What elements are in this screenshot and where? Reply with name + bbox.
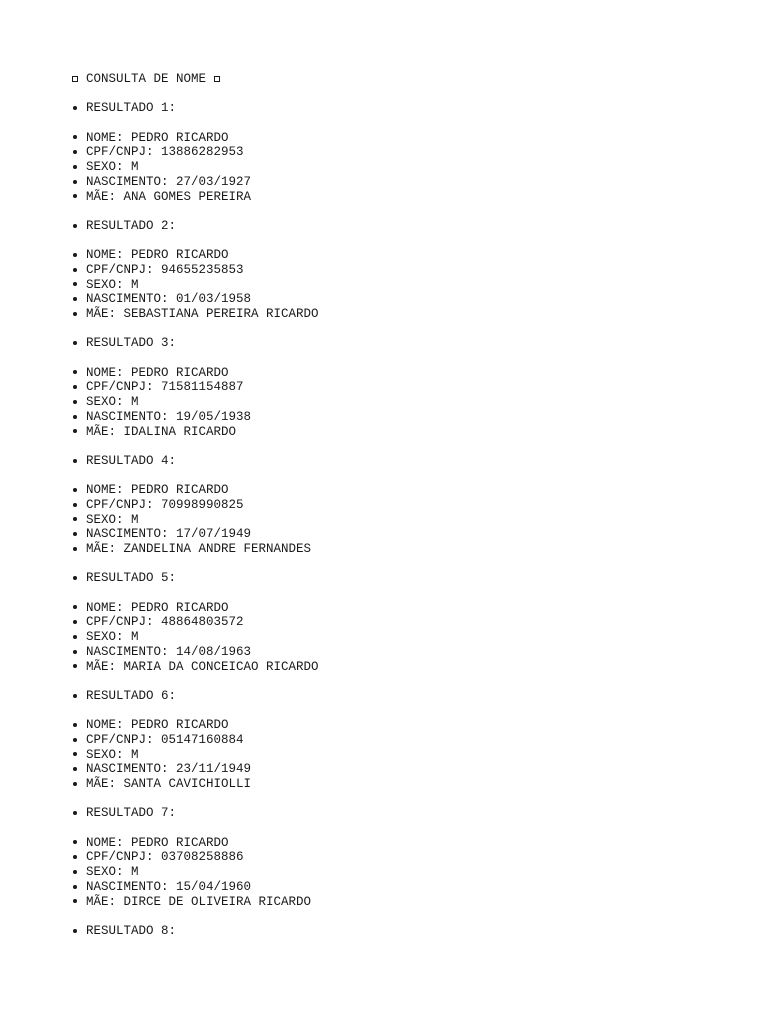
bullet-icon — [72, 777, 86, 792]
results-list — [72, 101, 712, 938]
bullet-icon — [72, 718, 86, 733]
field-text: NOME: PEDRO RICARDO — [86, 600, 229, 615]
field-text: NOME: PEDRO RICARDO — [86, 718, 229, 733]
bullet-icon — [72, 160, 86, 175]
result-field — [72, 380, 712, 395]
bullet-icon — [72, 733, 86, 748]
result-field — [72, 366, 712, 381]
result-block — [72, 806, 712, 924]
bullet-icon — [72, 601, 86, 616]
field-text: CPF/CNPJ: 48864803572 — [86, 615, 244, 630]
spacer — [72, 821, 712, 836]
spacer — [72, 469, 712, 484]
result-field — [72, 175, 712, 190]
bullet-icon — [72, 292, 86, 307]
spacer — [72, 87, 712, 102]
result-field — [72, 307, 712, 322]
spacer — [72, 674, 712, 689]
bullet-icon — [72, 278, 86, 293]
bullet-icon — [72, 645, 86, 660]
spacer — [72, 557, 712, 572]
result-label: RESULTADO 2: — [86, 218, 177, 233]
bullet-icon — [72, 425, 86, 440]
bullet-icon — [72, 630, 86, 645]
field-text: NASCIMENTO: 27/03/1927 — [86, 174, 252, 189]
field-text: NASCIMENTO: 17/07/1949 — [86, 527, 252, 542]
bullet-icon — [72, 836, 86, 851]
bullet-icon — [72, 571, 86, 586]
bullet-icon — [72, 454, 86, 469]
field-text: MÃE: ANA GOMES PEREIRA — [86, 189, 252, 204]
field-text: NASCIMENTO: 15/04/1960 — [86, 879, 252, 894]
bullet-icon — [72, 498, 86, 513]
result-field — [72, 850, 712, 865]
result-block — [72, 689, 712, 807]
field-text: SEXO: M — [86, 160, 139, 175]
bullet-icon — [72, 880, 86, 895]
result-label: RESULTADO 3: — [86, 336, 177, 351]
result-field — [72, 865, 712, 880]
bullet-icon — [72, 513, 86, 528]
field-text: CPF/CNPJ: 71581154887 — [86, 380, 244, 395]
bullet-icon — [72, 145, 86, 160]
field-text: MÃE: SANTA CAVICHIOLLI — [86, 777, 252, 791]
result-field — [72, 278, 712, 293]
result-field — [72, 660, 712, 675]
bullet-icon — [72, 131, 86, 146]
bullet-icon — [72, 263, 86, 278]
result-field — [72, 160, 712, 175]
field-text: MÃE: ZANDELINA ANDRE FERNANDES — [86, 542, 312, 556]
result-heading — [72, 454, 712, 469]
result-block — [72, 336, 712, 454]
result-heading — [72, 336, 712, 351]
result-field — [72, 836, 712, 851]
result-label: RESULTADO 8: — [86, 923, 177, 938]
bullet-icon — [72, 748, 86, 763]
field-text: SEXO: M — [86, 630, 139, 645]
spacer — [72, 322, 712, 337]
bullet-icon — [72, 380, 86, 395]
bullet-icon — [72, 483, 86, 498]
field-text: MÃE: MARIA DA CONCEICAO RICARDO — [86, 659, 319, 674]
spacer — [72, 704, 712, 719]
field-text: SEXO: M — [86, 395, 139, 410]
result-block — [72, 101, 712, 219]
field-text: NOME: PEDRO RICARDO — [86, 483, 229, 498]
bullet-icon — [72, 542, 86, 557]
result-heading — [72, 219, 712, 234]
result-block — [72, 219, 712, 337]
result-field — [72, 498, 712, 513]
result-field — [72, 395, 712, 410]
square-bullet-icon — [214, 76, 220, 82]
field-text: SEXO: M — [86, 512, 139, 527]
result-block — [72, 454, 712, 572]
bullet-icon — [72, 410, 86, 425]
bullet-icon — [72, 806, 86, 821]
bullet-icon — [72, 366, 86, 381]
bullet-icon — [72, 850, 86, 865]
result-field — [72, 145, 712, 160]
result-field — [72, 263, 712, 278]
result-field — [72, 645, 712, 660]
bullet-icon — [72, 336, 86, 351]
result-heading — [72, 101, 712, 116]
bullet-icon — [72, 395, 86, 410]
result-field — [72, 748, 712, 763]
result-field — [72, 777, 712, 792]
field-text: SEXO: M — [86, 277, 139, 292]
result-field — [72, 131, 712, 146]
result-field — [72, 895, 712, 910]
result-field — [72, 542, 712, 557]
result-field — [72, 880, 712, 895]
spacer — [72, 792, 712, 807]
result-field — [72, 248, 712, 263]
bullet-icon — [72, 175, 86, 190]
result-heading — [72, 689, 712, 704]
square-bullet-icon — [72, 76, 78, 82]
bullet-icon — [72, 660, 86, 675]
result-label: RESULTADO 4: — [86, 453, 177, 468]
document-title — [72, 72, 712, 87]
field-text: NOME: PEDRO RICARDO — [86, 248, 229, 263]
field-text: MÃE: DIRCE DE OLIVEIRA RICARDO — [86, 894, 312, 909]
field-text: CPF/CNPJ: 05147160884 — [86, 732, 244, 747]
bullet-icon — [72, 895, 86, 910]
bullet-icon — [72, 248, 86, 263]
field-text: CPF/CNPJ: 13886282953 — [86, 145, 244, 160]
document-page — [72, 72, 712, 939]
result-heading — [72, 571, 712, 586]
result-field — [72, 410, 712, 425]
bullet-icon — [72, 924, 86, 939]
bullet-icon — [72, 307, 86, 322]
result-field — [72, 615, 712, 630]
field-text: NASCIMENTO: 23/11/1949 — [86, 762, 252, 777]
bullet-icon — [72, 865, 86, 880]
result-label: RESULTADO 5: — [86, 571, 177, 586]
field-text: NASCIMENTO: 19/05/1938 — [86, 409, 252, 424]
title-text: CONSULTA DE NOME — [86, 72, 207, 86]
result-field — [72, 483, 712, 498]
result-field — [72, 190, 712, 205]
spacer — [72, 439, 712, 454]
result-field — [72, 762, 712, 777]
result-field — [72, 601, 712, 616]
result-field — [72, 425, 712, 440]
result-field — [72, 513, 712, 528]
bullet-icon — [72, 689, 86, 704]
spacer — [72, 586, 712, 601]
result-field — [72, 630, 712, 645]
result-block — [72, 924, 712, 939]
spacer — [72, 234, 712, 249]
spacer — [72, 116, 712, 131]
result-heading — [72, 924, 712, 939]
field-text: MÃE: SEBASTIANA PEREIRA RICARDO — [86, 307, 319, 321]
bullet-icon — [72, 615, 86, 630]
field-text: NASCIMENTO: 14/08/1963 — [86, 644, 252, 659]
result-field — [72, 718, 712, 733]
field-text: NOME: PEDRO RICARDO — [86, 130, 229, 145]
bullet-icon — [72, 762, 86, 777]
bullet-icon — [72, 527, 86, 542]
result-field — [72, 733, 712, 748]
field-text: MÃE: IDALINA RICARDO — [86, 424, 237, 439]
result-block — [72, 571, 712, 689]
field-text: NOME: PEDRO RICARDO — [86, 835, 229, 850]
bullet-icon — [72, 190, 86, 205]
field-text: CPF/CNPJ: 03708258886 — [86, 850, 244, 865]
result-field — [72, 527, 712, 542]
spacer — [72, 204, 712, 219]
field-text: SEXO: M — [86, 865, 139, 880]
result-label: RESULTADO 6: — [86, 688, 177, 703]
bullet-icon — [72, 219, 86, 234]
field-text: CPF/CNPJ: 94655235853 — [86, 262, 244, 277]
result-label: RESULTADO 1: — [86, 101, 177, 116]
field-text: NOME: PEDRO RICARDO — [86, 365, 229, 380]
spacer — [72, 909, 712, 924]
field-text: SEXO: M — [86, 747, 139, 762]
bullet-icon — [72, 101, 86, 116]
field-text: CPF/CNPJ: 70998990825 — [86, 497, 244, 512]
result-field — [72, 292, 712, 307]
spacer — [72, 351, 712, 366]
result-heading — [72, 806, 712, 821]
field-text: NASCIMENTO: 01/03/1958 — [86, 292, 252, 307]
result-label: RESULTADO 7: — [86, 806, 177, 821]
